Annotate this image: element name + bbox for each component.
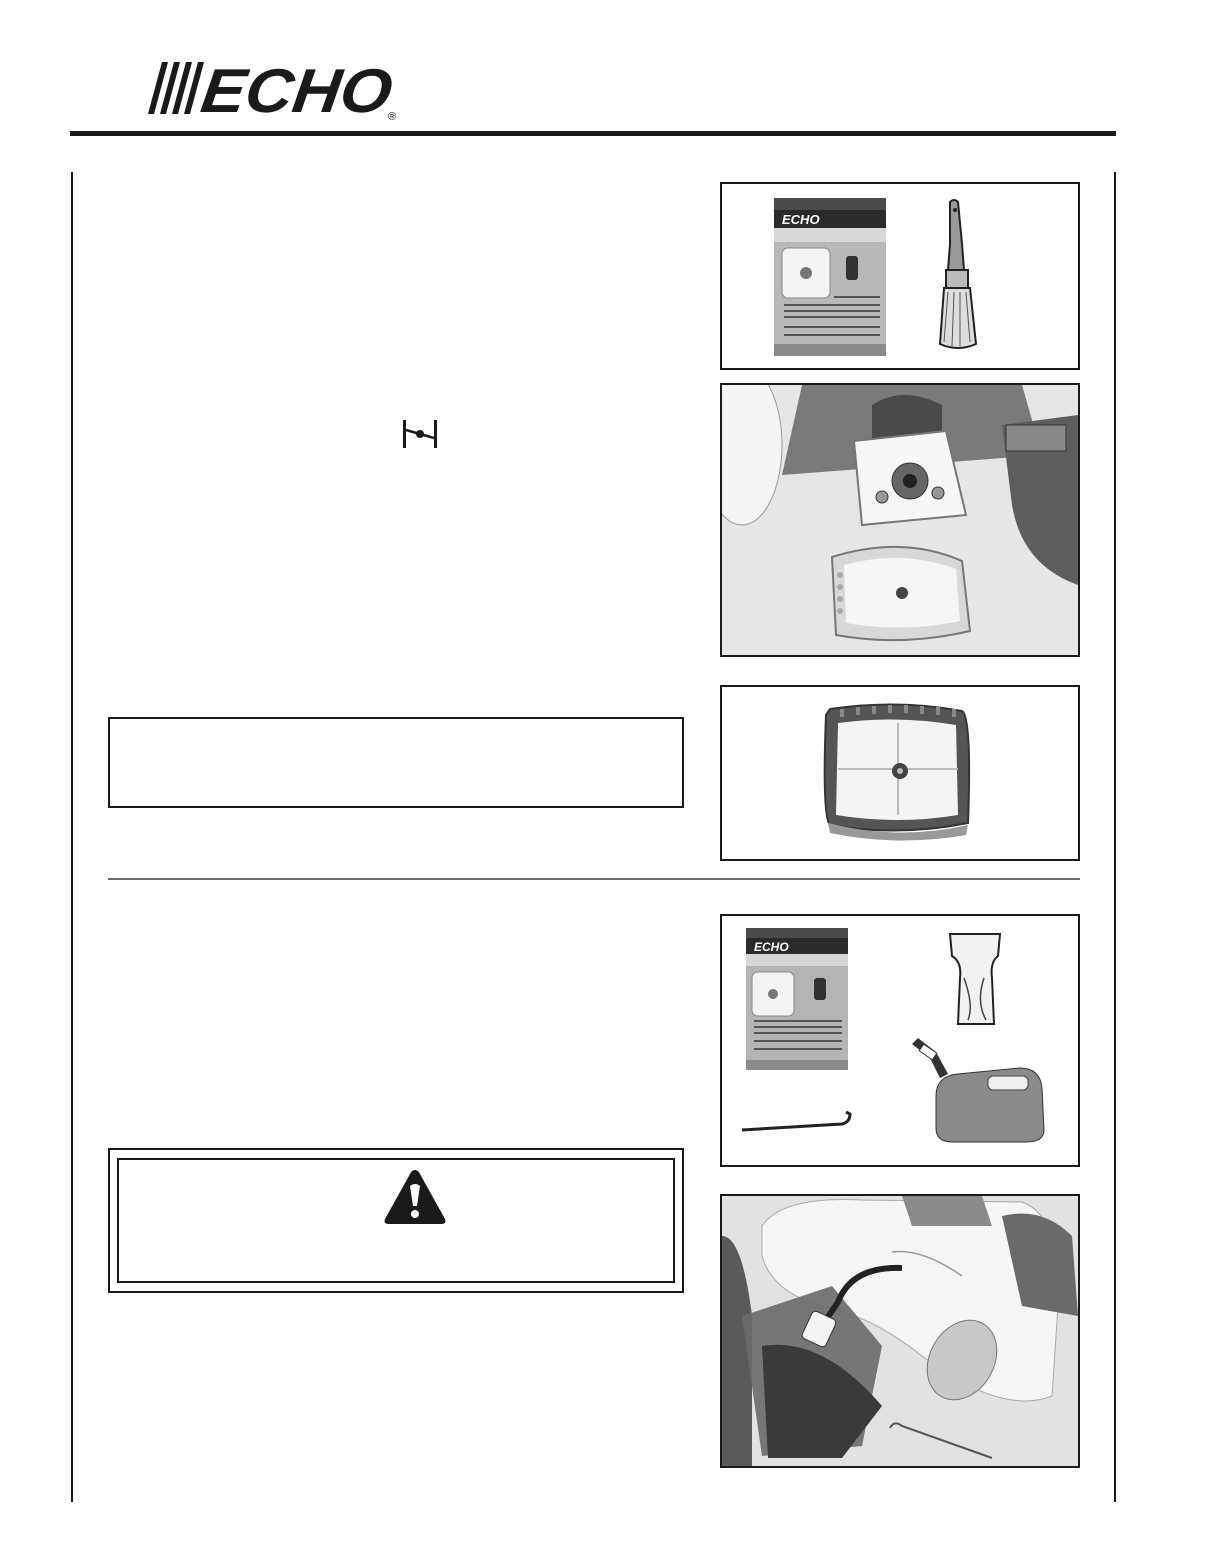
note-box bbox=[108, 717, 684, 808]
section-divider bbox=[108, 878, 1080, 880]
figure-fuel-tank-removal bbox=[720, 1194, 1080, 1468]
right-margin-rule bbox=[1114, 172, 1116, 1502]
brand-wordmark: ECHO bbox=[197, 62, 386, 122]
warning-triangle-icon bbox=[383, 1168, 447, 1226]
kit-brand-label-2: ECHO bbox=[754, 940, 789, 954]
echo-logo bbox=[148, 62, 408, 122]
left-margin-rule bbox=[71, 172, 73, 1502]
warning-box-inner bbox=[117, 1158, 675, 1283]
figure-air-cleaner-cover bbox=[720, 383, 1080, 657]
figure-air-filter-element bbox=[720, 685, 1080, 861]
kit-brand-label: ECHO bbox=[782, 212, 820, 227]
figure-fuel-filter-kit bbox=[720, 914, 1080, 1167]
warning-box bbox=[108, 1148, 684, 1293]
registered-mark: ® bbox=[388, 111, 397, 122]
choke-closed-icon bbox=[400, 418, 440, 450]
header-rule bbox=[70, 131, 1116, 136]
figure-filter-kit-brush bbox=[720, 182, 1080, 370]
